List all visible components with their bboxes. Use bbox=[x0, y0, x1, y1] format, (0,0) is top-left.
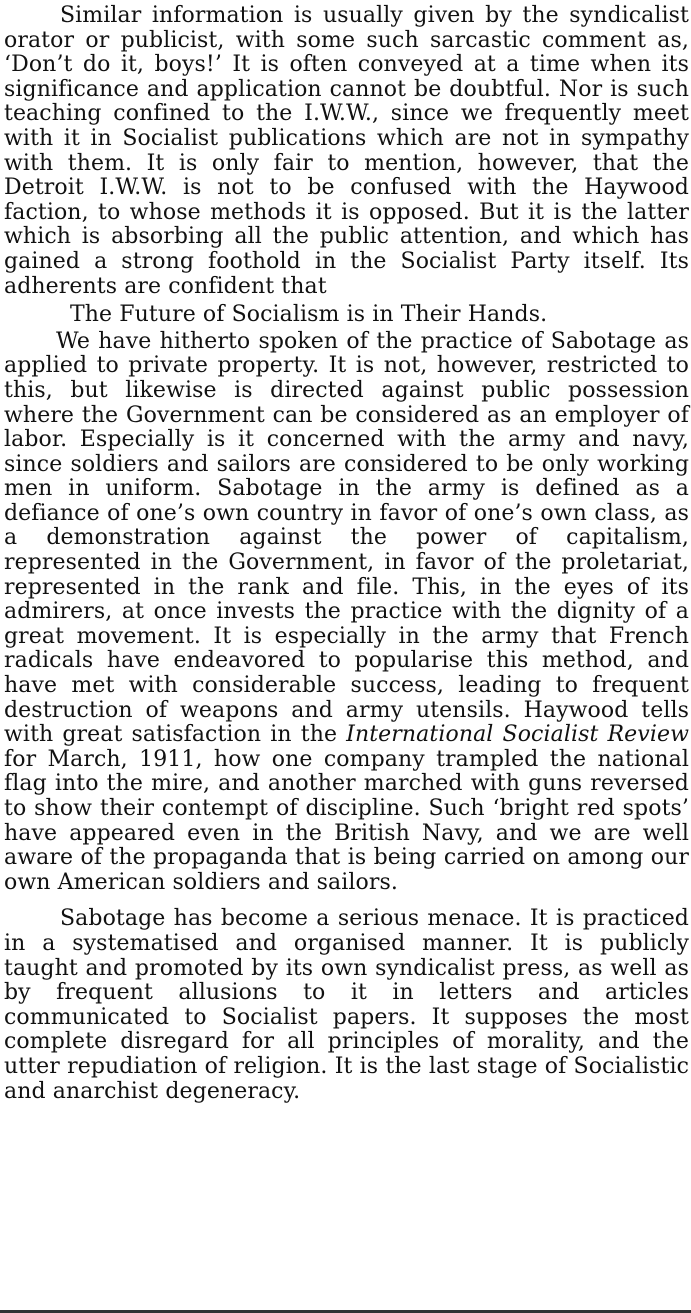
paragraph-sabotage-menace: Sabotage has become a serious menace. It is practiced in a systematised and organised manner. It is publicly taught and promoted by its own syndicalist press, as well as by frequent allusions to it in letters and articles communicated to Socialist papers. It supposes the most complete disregard for all principles of morality, and the utter repudiation of religion. It is the last stage of Socialistic and anarchist degeneracy. bbox=[4, 906, 689, 1104]
paragraph-future-of-socialism: The Future of Socialism is in Their Hands. bbox=[70, 302, 548, 328]
paragraph-syndicalist-comment: Similar information is usually given by the syndicalist orator or publicist, with some such sarcastic comment as, ‘Don’t do it, boys!’ It is often conveyed at a time when its significance and application cannot be doubtful. Nor is such teaching confined to the I.W.W., since we frequently meet with it in Socialist publications which are not in sympathy with them. It is only fair to mention, however, that the Detroit I.W.W. is not to be confused with the Haywood faction, to whose methods it is opposed. But it is the latter which is absorbing all the public attention, and which has gained a strong foothold in the Socialist Party itself. Its adherents are confident that bbox=[4, 3, 689, 299]
paragraph-sabotage-army-text-2: for March, 1911, how one company trampled the national flag into the mire, and another marched with guns reversed to show their contempt of discipline. Such ‘bright red spots’ have appeared even in the British Navy, and we are well aware of the propaganda that is being carried on among our own American soldiers and sailors. bbox=[4, 746, 689, 895]
paragraph-sabotage-army-text-1: We have hitherto spoken of the practice of Sabotage as applied to private property. It is not, however, restricted to this, but likewise is directed against public possession where the Government can be considered as an employer of labor. Especially is it concerned with the army and navy, since soldiers and sailors are considered to be only working men in uniform. Sabotage in the army is defined as a defiance of one’s own country in favor of one’s own class, as a demonstration against the power of capitalism, represented in the Government, in favor of the proletariat, represented in the rank and file. This, in the eyes of its admirers, at once invests the practice with the dignity of a great movement. It is especially in the army that French radicals have endeavored to popularise this method, and have met with considerable success, leading to frequent destruction of weapons and army utensils. Haywood tells with great satisfaction in the bbox=[4, 328, 689, 748]
publication-title: International Socialist Review bbox=[346, 722, 690, 748]
paragraph-sabotage-army bbox=[4, 330, 689, 896]
